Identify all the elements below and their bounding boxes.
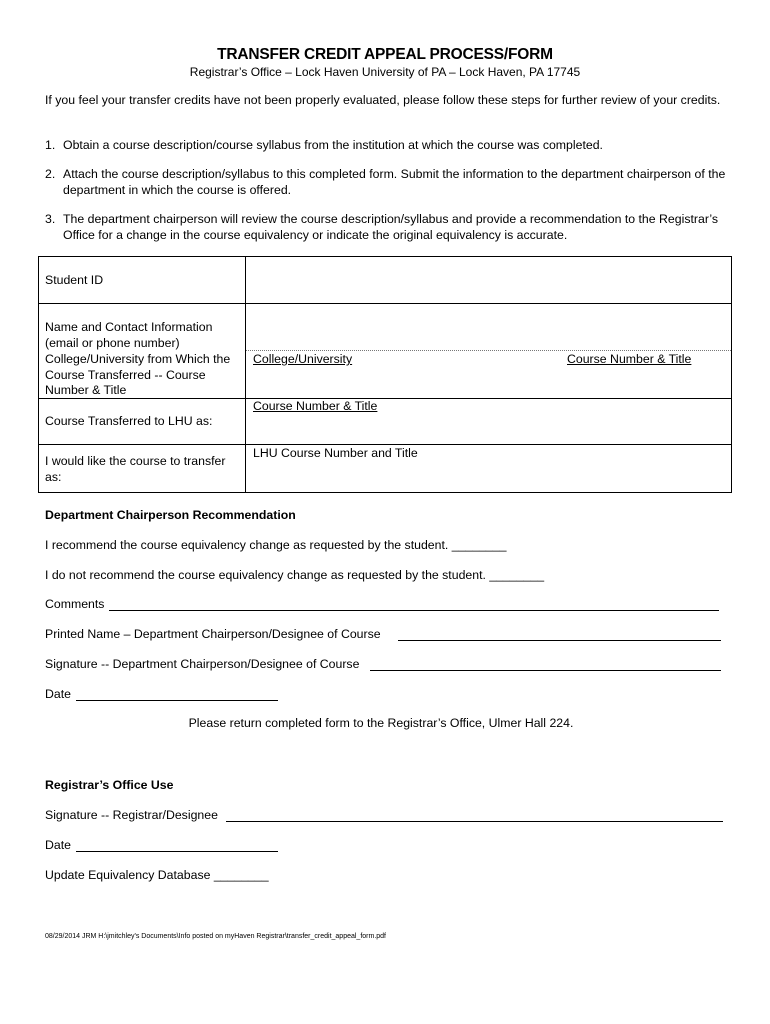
college-university-header: College/University	[253, 352, 353, 366]
name-contact-field[interactable]	[247, 304, 731, 349]
comments-line[interactable]	[109, 610, 719, 611]
registrar-signature-label: Signature -- Registrar/Designee	[45, 808, 218, 822]
would-like-label: I would like the course to transfer as:	[45, 454, 226, 484]
form-title: TRANSFER CREDIT APPEAL PROCESS/FORM	[217, 46, 553, 63]
table-dotted-divider	[246, 350, 731, 351]
recommend-statement[interactable]: I recommend the course equivalency change as requested by the student. ________	[45, 538, 507, 552]
step-text: Attach the course description/syllabus to this completed form. Submit the information to the department chairperson of the department in which the course is offered.	[63, 167, 726, 197]
college-from-label: College/University from Which the Course Transferred -- Course Number & Title	[45, 352, 231, 397]
transferred-as-label: Course Transferred to LHU as:	[45, 414, 213, 428]
not-recommend-statement[interactable]: I do not recommend the course equivalency change as requested by the student. ________	[45, 568, 545, 582]
registrar-heading: Registrar’s Office Use	[45, 778, 174, 792]
chair-signature-label: Signature -- Department Chairperson/Designee of Course	[45, 657, 360, 671]
student-id-label: Student ID	[45, 273, 104, 287]
step-text: The department chairperson will review the course description/syllabus and provide a recommendation to the Registrar’s Office for a change in the course equivalency or indicate the original equivalency is accurate.	[63, 212, 719, 242]
update-database-statement[interactable]: Update Equivalency Database ________	[45, 868, 269, 882]
form-subtitle: Registrar’s Office – Lock Haven University of PA – Lock Haven, PA 17745	[189, 65, 581, 79]
registrar-date-line[interactable]	[76, 851, 278, 852]
step-text: Obtain a course description/course syllabus from the institution at which the course was completed.	[63, 138, 603, 152]
comments-label: Comments	[45, 597, 105, 611]
step-1	[45, 138, 735, 154]
step-3	[45, 212, 735, 244]
registrar-date-label: Date	[45, 838, 71, 852]
chair-heading: Department Chairperson Recommendation	[45, 508, 296, 522]
lhu-course-header: LHU Course Number and Title	[253, 446, 418, 460]
step-2	[45, 167, 735, 199]
chair-date-line[interactable]	[76, 700, 278, 701]
step-number: 2.	[45, 167, 56, 181]
chair-date-label: Date	[45, 687, 71, 701]
transferred-course-number-title-header: Course Number & Title	[253, 399, 378, 413]
student-id-field[interactable]	[247, 257, 731, 302]
course-number-title-header: Course Number & Title	[567, 352, 692, 366]
intro-paragraph: If you feel your transfer credits have not been properly evaluated, please follow these steps for further review of your credits.	[45, 93, 721, 107]
printed-name-label: Printed Name – Department Chairperson/Designee of Course	[45, 627, 381, 641]
lhu-course-field[interactable]	[247, 462, 731, 491]
name-contact-label: Name and Contact Information (email or phone number)	[45, 320, 213, 350]
registrar-signature-line[interactable]	[226, 821, 723, 822]
footer-path: 08/29/2014 JRM H:\jmitchley's Documents\Info posted on myHaven Registrar\transfer_credit_appeal_form.pdf	[45, 933, 387, 940]
printed-name-line[interactable]	[398, 640, 721, 641]
chair-signature-line[interactable]	[370, 670, 721, 671]
table-column-divider	[245, 256, 246, 493]
step-number: 3.	[45, 212, 56, 226]
return-note: Please return completed form to the Registrar’s Office, Ulmer Hall 224.	[188, 716, 574, 730]
step-number: 1.	[45, 138, 56, 152]
transferred-course-field[interactable]	[247, 415, 731, 443]
college-course-field[interactable]	[247, 368, 731, 396]
table-row-divider	[38, 444, 732, 445]
